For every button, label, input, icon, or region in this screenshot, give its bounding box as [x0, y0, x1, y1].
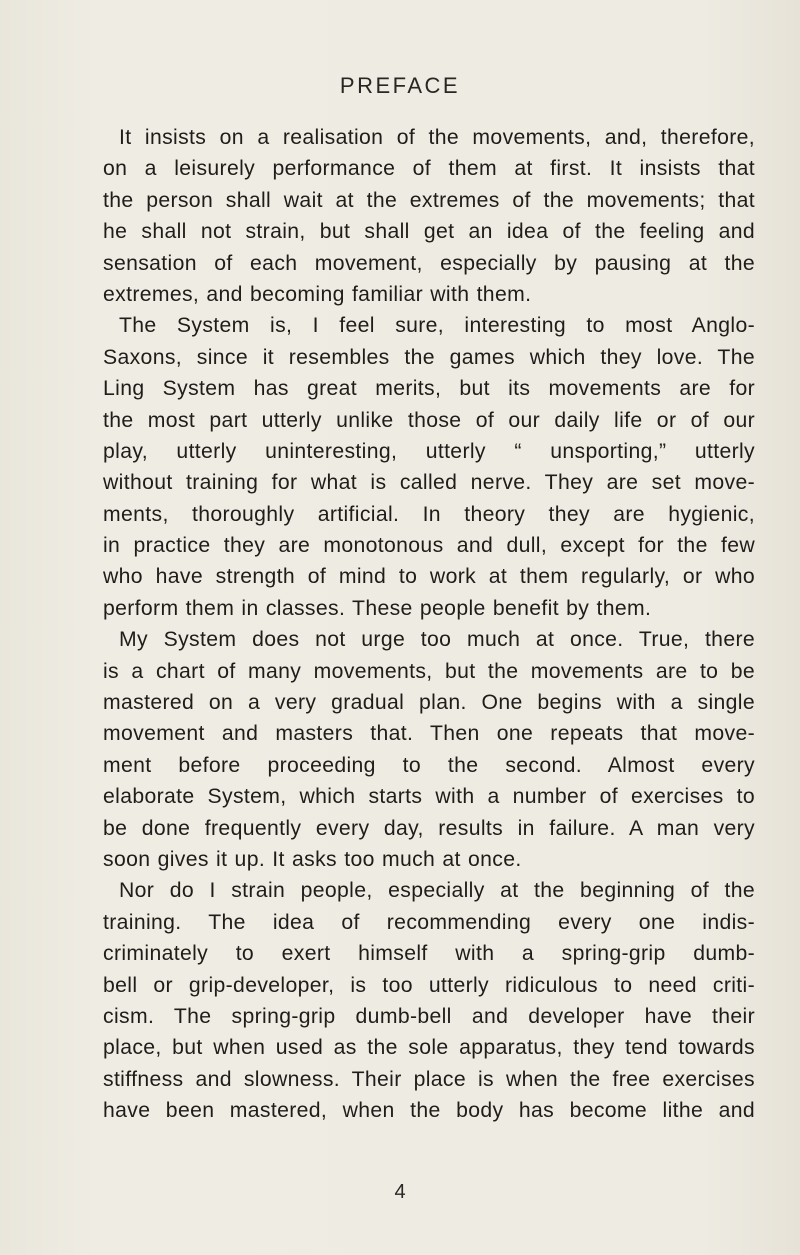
text-line: movement and masters that. Then one repeats that move-	[103, 722, 755, 746]
text-line: is a chart of many movements, but the movements are to be	[103, 659, 755, 683]
text-line: The System is, I feel sure, interesting to most Anglo-	[119, 314, 755, 338]
text-line: My System does not urge too much at once. True, there	[119, 628, 755, 652]
text-line: It insists on a realisation of the movements, and, therefore,	[119, 126, 755, 149]
text-line: perform them in classes. These people benefit by them.	[103, 596, 652, 620]
text-line: have been mastered, when the body has become lithe and	[103, 1099, 755, 1123]
text-line: place, but when used as the sole apparatus, they tend towards	[103, 1036, 755, 1060]
running-head: PREFACE	[339, 73, 461, 98]
text-line: in practice they are monotonous and dull, except for the few	[103, 534, 755, 558]
text-line: Ling System has great merits, but its movements are for	[103, 377, 755, 401]
text-line: be done frequently every day, results in failure. A man very	[103, 816, 755, 840]
body-text	[103, 122, 755, 1127]
text-line: who have strength of mind to work at them regularly, or who	[103, 565, 755, 589]
text-line: training. The idea of recommending every one indis-	[103, 910, 755, 934]
text-line: on a leisurely performance of them at first. It insists that	[103, 157, 755, 181]
text-line: soon gives it up. It asks too much at once.	[103, 847, 522, 871]
text-line: without training for what is called nerve. They are set move-	[103, 471, 755, 495]
text-line: bell or grip-developer, is too utterly ridiculous to need criti-	[103, 973, 755, 997]
text-line: he shall not strain, but shall get an idea of the feeling and	[103, 220, 755, 244]
page-number: 4	[394, 1181, 406, 1203]
text-line: ments, thoroughly artificial. In theory they are hygienic,	[103, 502, 755, 526]
text-line: the person shall wait at the extremes of the movements; that	[103, 188, 755, 212]
text-line: the most part utterly unlike those of our daily life or of our	[103, 408, 755, 432]
text-line: sensation of each movement, especially by pausing at the	[103, 251, 755, 275]
text-line: mastered on a very gradual plan. One begins with a single	[103, 691, 755, 715]
text-line: criminately to exert himself with a spring-grip dumb-	[103, 942, 755, 966]
text-line: extremes, and becoming familiar with them.	[103, 282, 532, 306]
text-line: Saxons, since it resembles the games which they love. The	[103, 345, 755, 369]
text-line: ment before proceeding to the second. Almost every	[103, 753, 755, 777]
text-line: Nor do I strain people, especially at the beginning of the	[119, 879, 755, 903]
text-line: stiffness and slowness. Their place is when the free exercises	[103, 1067, 755, 1091]
text-line: elaborate System, which starts with a number of exercises to	[103, 785, 755, 809]
text-line: play, utterly uninteresting, utterly “ unsporting,” utterly	[103, 439, 755, 463]
text-line: cism. The spring-grip dumb-bell and developer have their	[103, 1004, 755, 1028]
